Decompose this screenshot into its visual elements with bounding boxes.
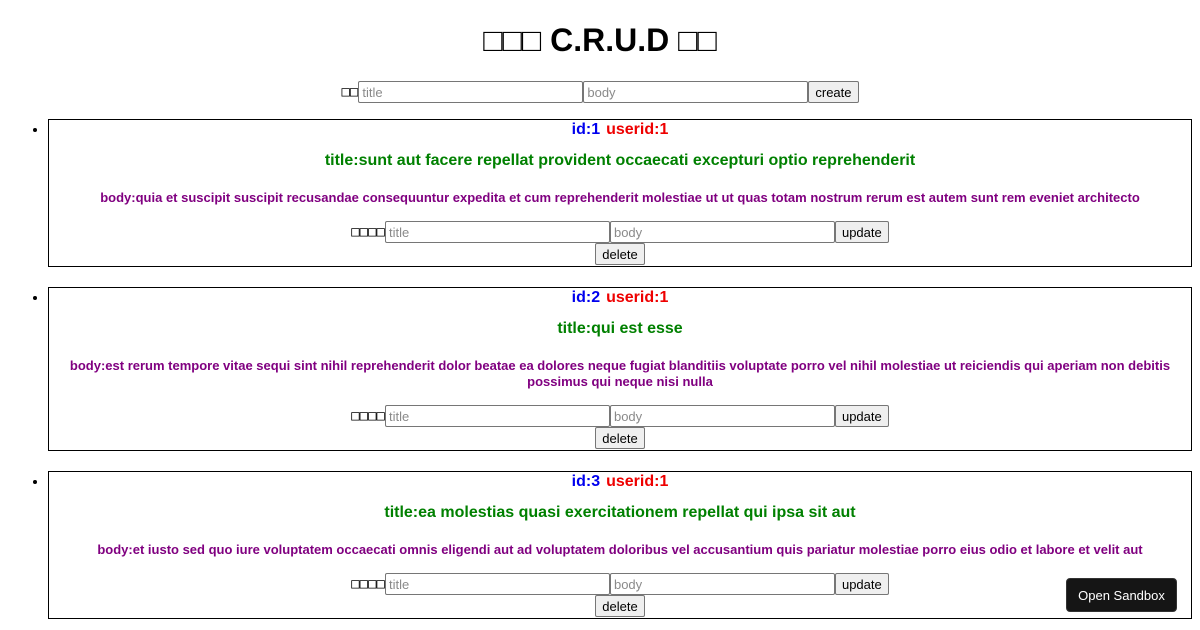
delete-button[interactable]: delete [595, 427, 644, 449]
post-card [48, 471, 1192, 619]
post-list [0, 119, 1200, 619]
create-form [0, 81, 1200, 103]
post-body: body:et iusto sed quo iure voluptatem occaecati omnis eligendi aut ad voluptatem doloribus vel accusantium quis pariatur molestiae porro eius odio et labore et velit aut [97, 542, 1143, 557]
post-ids [53, 473, 1187, 491]
delete-button[interactable]: delete [595, 595, 644, 617]
update-button[interactable]: update [835, 573, 889, 595]
list-item [48, 471, 1200, 619]
create-title-input[interactable] [358, 81, 583, 103]
update-title-input[interactable] [385, 221, 610, 243]
list-item [48, 287, 1200, 451]
delete-row [53, 595, 1187, 617]
update-body-input[interactable] [610, 573, 835, 595]
update-form [53, 221, 1187, 243]
post-userid: userid:1 [606, 473, 669, 490]
post-title: title:qui est esse [557, 320, 683, 337]
update-form [53, 573, 1187, 595]
post-id: id:1 [571, 121, 601, 138]
create-body-input[interactable] [583, 81, 808, 103]
post-id: id:2 [571, 289, 601, 306]
post-id: id:3 [571, 473, 601, 490]
post-card [48, 287, 1192, 451]
post-title: title:ea molestias quasi exercitationem repellat qui ipsa sit aut [384, 504, 856, 521]
post-card [48, 119, 1192, 267]
update-body-input[interactable] [610, 221, 835, 243]
page-title: □□□ C.R.U.D □□ [483, 22, 717, 58]
post-body: body:est rerum tempore vitae sequi sint nihil reprehenderit dolor beatae ea dolores neque fugiat blanditiis voluptate porro vel nihil molestiae ut reiciendis qui aperiam non debitis possimus qui neque nisi nulla [69, 358, 1171, 389]
update-title-input[interactable] [385, 573, 610, 595]
post-ids [53, 289, 1187, 307]
post-body: body:quia et suscipit suscipit recusandae consequuntur expedita et cum reprehenderit molestiae ut ut quas totam nostrum rerum est autem sunt rem eveniet architecto [100, 190, 1140, 205]
update-body-input[interactable] [610, 405, 835, 427]
delete-button[interactable]: delete [595, 243, 644, 265]
delete-row [53, 243, 1187, 265]
post-ids [53, 121, 1187, 139]
create-form-label: □□ [341, 84, 359, 100]
update-title-input[interactable] [385, 405, 610, 427]
list-item [48, 119, 1200, 267]
post-title: title:sunt aut facere repellat provident occaecati excepturi optio reprehenderit [324, 152, 916, 169]
post-userid: userid:1 [606, 289, 669, 306]
update-form-label: □□□□ [351, 224, 385, 240]
post-userid: userid:1 [606, 121, 669, 138]
update-button[interactable]: update [835, 221, 889, 243]
delete-row [53, 427, 1187, 449]
update-form-label: □□□□ [351, 576, 385, 592]
open-sandbox-button[interactable]: Open Sandbox [1066, 578, 1177, 612]
create-button[interactable]: create [808, 81, 858, 103]
update-form-label: □□□□ [351, 408, 385, 424]
update-form [53, 405, 1187, 427]
update-button[interactable]: update [835, 405, 889, 427]
